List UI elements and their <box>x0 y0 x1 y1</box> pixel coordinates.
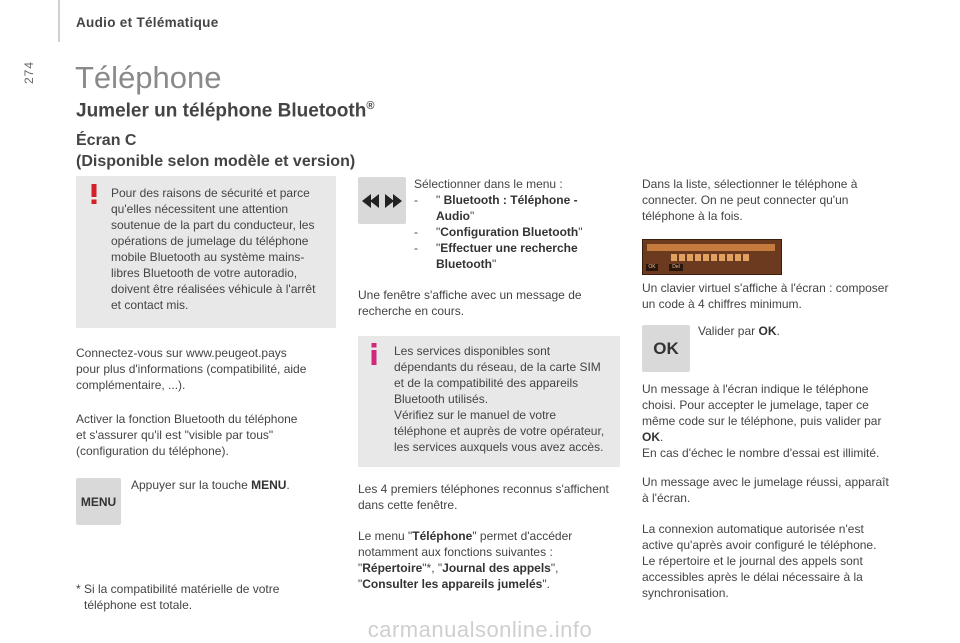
seek-arrows-icon <box>362 193 402 209</box>
info-text: Les services disponibles sont dépendants du réseau, de la carte SIM et de la compatibilité des appareils Bluetooth utilisés. Vérifiez sur le manuel de votre téléphone et auprès de votre opérateur, les services auxquels vous avez accès. <box>394 344 605 454</box>
validate-instruction: Valider par OK. <box>698 324 780 338</box>
list-select-paragraph: Dans la liste, sélectionner le téléphone à connecter. On ne peut connecter qu'un téléphone à la fois. <box>642 177 858 223</box>
virtual-keyboard-screen <box>642 239 782 275</box>
screen-del-key: Del <box>669 264 683 271</box>
footnote: * Si la compatibilité matérielle de votre téléphone est totale. <box>76 582 280 612</box>
screen-key-row <box>671 254 751 261</box>
seek-key <box>358 177 406 224</box>
info-icon <box>370 343 378 365</box>
header-divider <box>58 0 60 42</box>
section-title: Audio et Télématique <box>76 15 219 30</box>
page-title: Téléphone <box>75 60 222 95</box>
window-message: Une fenêtre s'affiche avec un message de recherche en cours. <box>358 288 582 318</box>
warning-text: Pour des raisons de sécurité et parce qu'elles nécessitent une attention soutenue de la part du conducteur, les opérations de jumelage du téléphone mobile Bluetooth au système mains- libres Bluetooth de votre autoradio, doivent être réalisées véhicule à l'arrêt et contact mis. <box>111 186 316 312</box>
exclamation-icon <box>90 184 98 204</box>
first-four-phones: Les 4 premiers téléphones reconnus s'affichent dans cette fenêtre. <box>358 482 609 512</box>
screen-heading: Écran C (Disponible selon modèle et version) <box>76 132 356 170</box>
screen-input-bar <box>647 244 775 251</box>
select-menu: Sélectionner dans le menu : - " Bluetooth : Téléphone - Audio" - "Configuration Bluetooth" - "Effectuer une recherche Bluetooth" <box>414 177 583 271</box>
phone-menu-paragraph: Le menu "Téléphone" permet d'accéder notamment aux fonctions suivantes : "Répertoire"*, "Journal des appels", "Consulter les appareils jumelés". <box>358 529 573 591</box>
success-paragraph: Un message avec le jumelage réussi, apparaît à l'écran. <box>642 475 889 505</box>
page-number: 274 <box>22 60 36 84</box>
pairing-message-paragraph: Un message à l'écran indique le téléphone choisi. Pour accepter le jumelage, taper ce même code sur le téléphone, puis valider par OK. En cas d'échec le nombre d'essai est illimité. <box>642 382 882 460</box>
keyboard-paragraph: Un clavier virtuel s'affiche à l'écran : composer un code à 4 chiffres minimum. <box>642 281 889 311</box>
screen-ok-key: OK <box>646 264 658 271</box>
menu-key: MENU <box>76 478 121 525</box>
activate-paragraph: Activer la fonction Bluetooth du téléphone et s'assurer qu'il est "visible par tous" (configuration du téléphone). <box>76 412 298 458</box>
auto-connect-paragraph: La connexion automatique autorisée n'est active qu'après avoir configuré le téléphone. Le répertoire et le journal des appels sont accessibles après le délai nécessaire à la synchronisation. <box>642 522 877 600</box>
watermark: carmanualsonline.info <box>367 617 593 642</box>
connect-paragraph: Connectez-vous sur www.peugeot.pays pour plus d'informations (compatibilité, aide complémentaire, ...). <box>76 346 307 392</box>
ok-key: OK <box>642 325 690 372</box>
subtitle: Jumeler un téléphone Bluetooth® <box>76 100 375 122</box>
menu-instruction: Appuyer sur la touche MENU. <box>131 478 290 492</box>
